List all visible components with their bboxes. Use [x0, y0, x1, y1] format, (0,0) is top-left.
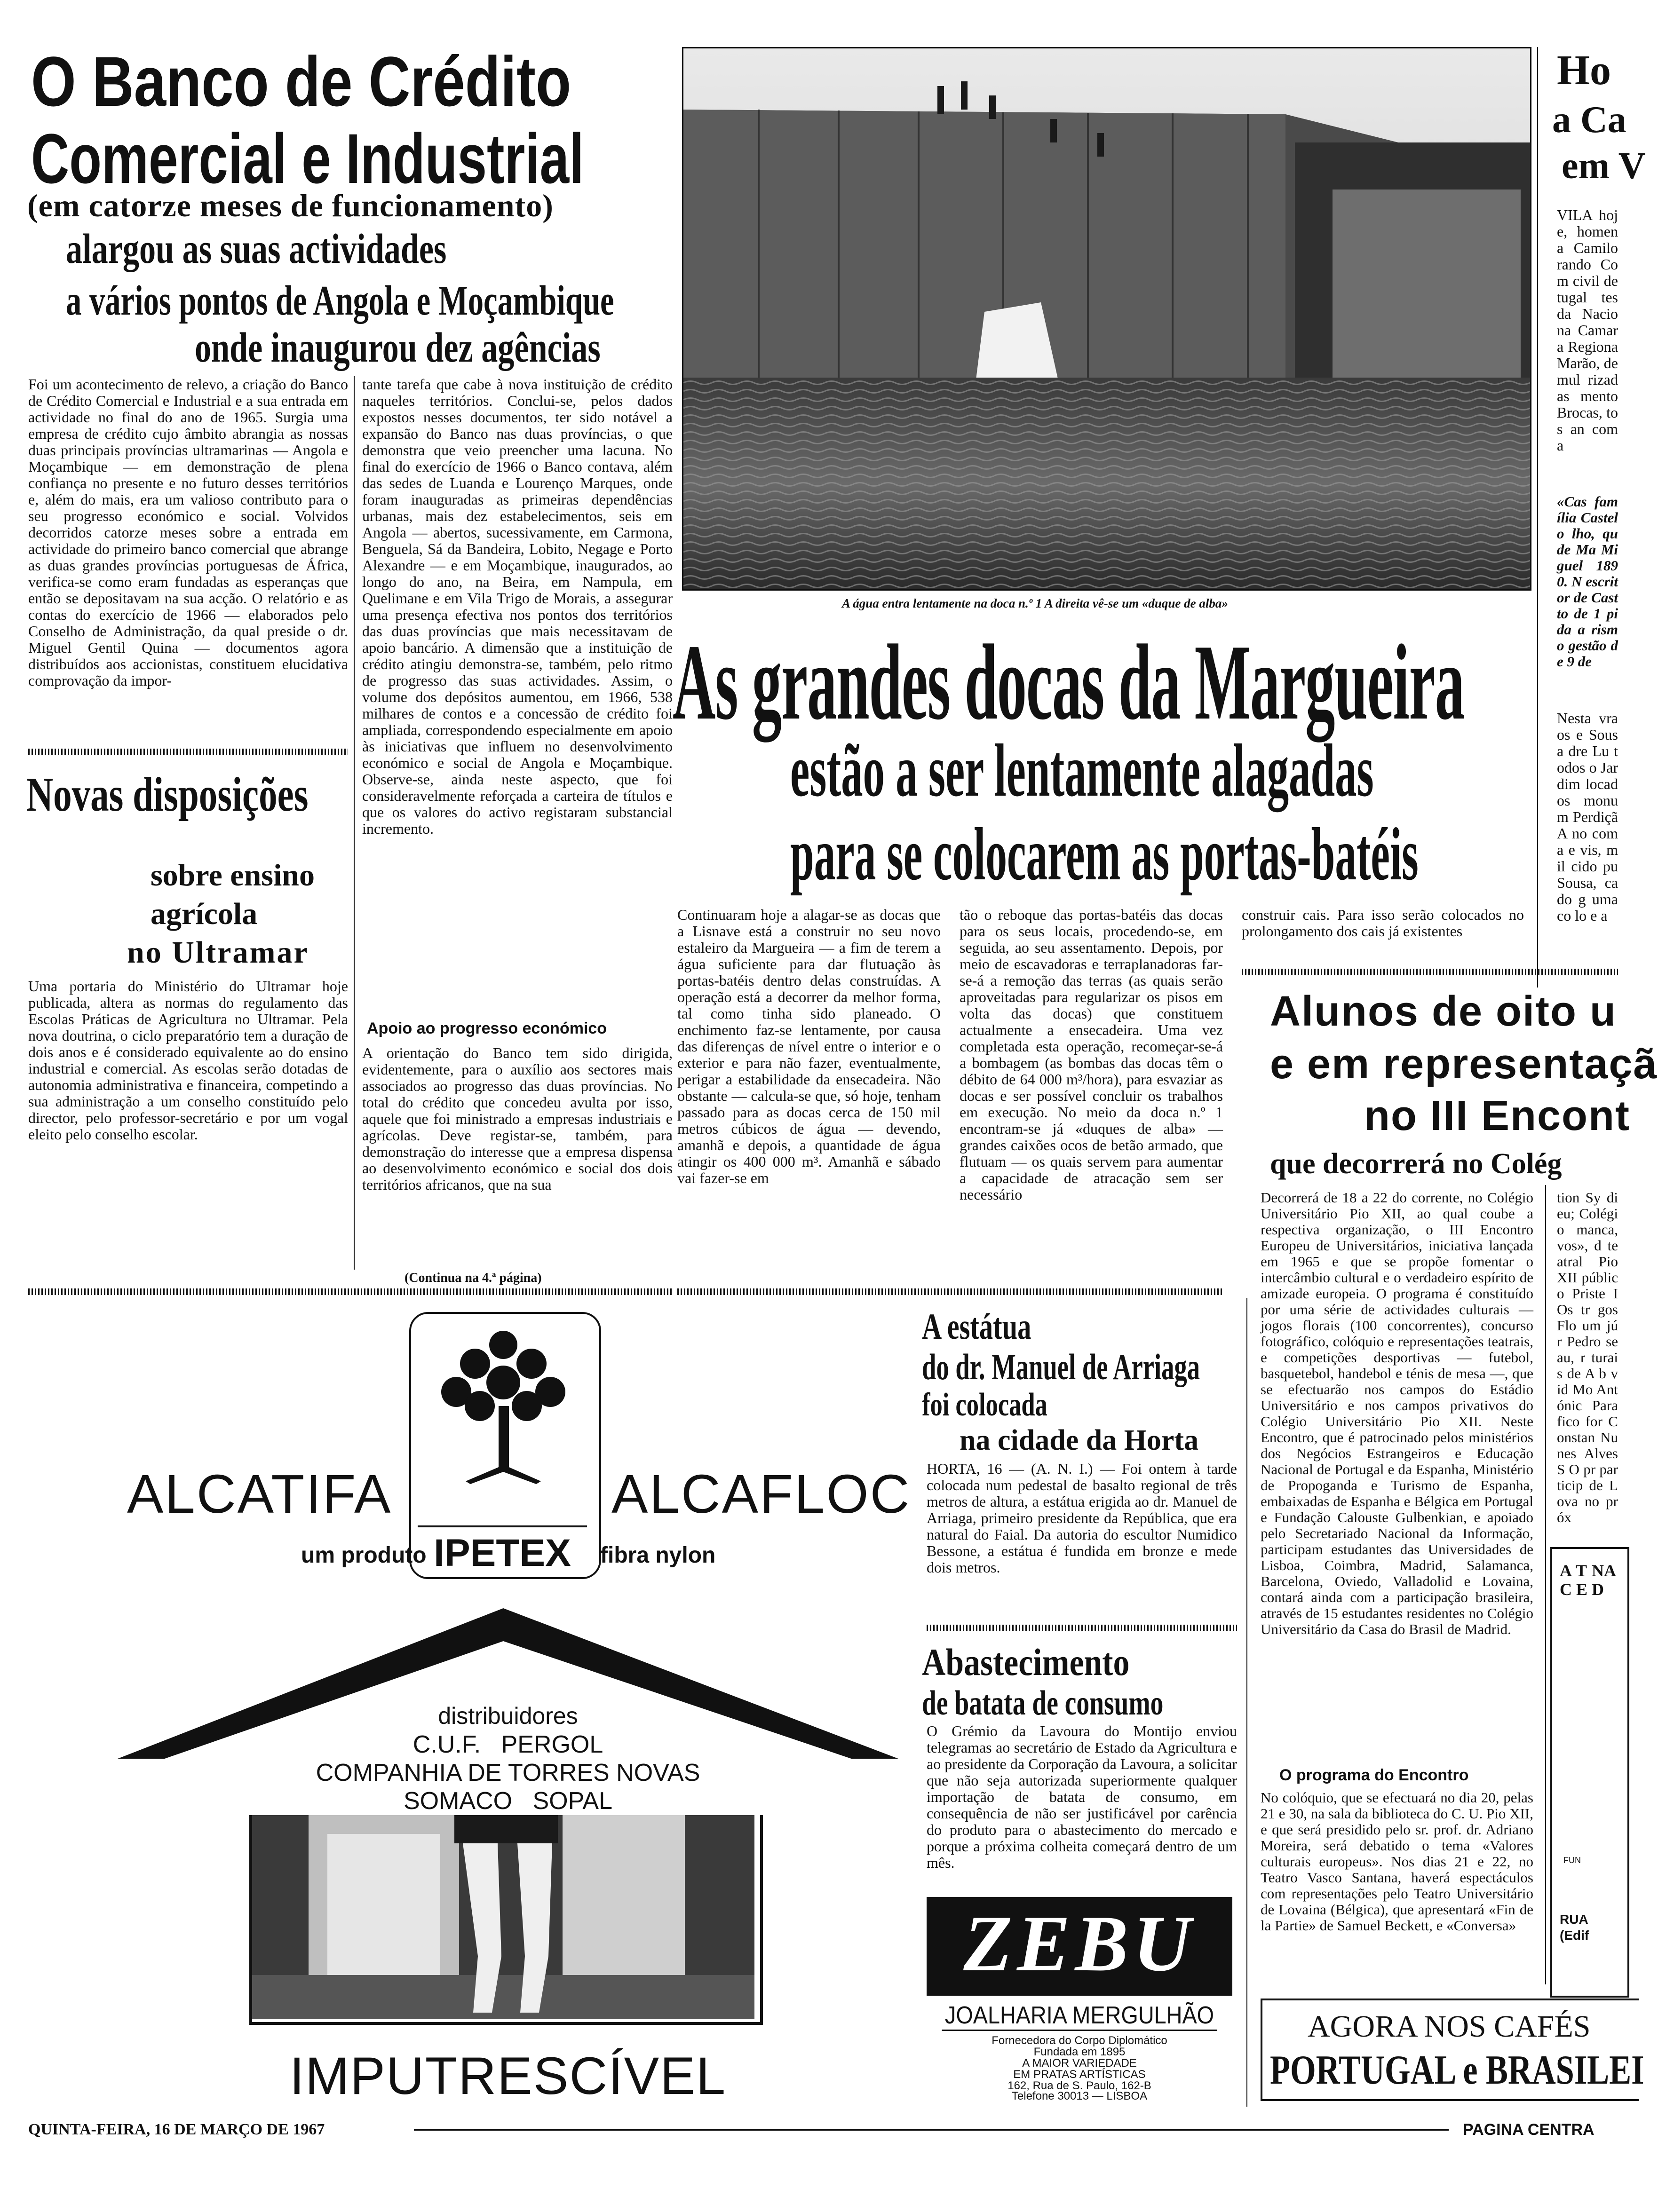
dock-photo: [682, 47, 1531, 591]
photo-caption: A água entra lentamente na doca n.º 1 A direita vê-se um «duque de alba»: [842, 596, 1228, 610]
alunos-headline-4: que decorrerá no Colég: [1270, 1148, 1562, 1180]
footer-date: QUINTA-FEIRA, 16 DE MARÇO DE 1967: [28, 2121, 325, 2138]
ipetex-brand: IPETEX: [418, 1525, 587, 1575]
main-deck-3: a vários pontos de Angola e Moçambique: [66, 277, 614, 324]
right-headline-1: Ho: [1557, 47, 1611, 94]
right-box-small-2: RUA: [1560, 1912, 1588, 1927]
estatua-text: HORTA, 16 — (A. N. I.) — Foi ontem à tarde colocada num pedestal de basalto regional de três metros de altura, a estátua erigida ao dr. Manuel de Arriaga, primeiro presidente da República, que era natural do Faial. Da autoria do escultor Numidico Bessone, a estátua é fundida em bronze e mede dois metros.: [927, 1460, 1237, 1576]
distrib-line-3: SOMACO SOPAL: [403, 1787, 613, 1815]
estatua-headline-1: A estátua: [922, 1306, 1031, 1347]
docas-col3-text: construir cais. Para isso serão colocados no prolongamento dos cais já existentes: [1242, 906, 1524, 940]
alunos-subhead: O programa do Encontro: [1279, 1766, 1469, 1784]
zebu-line-3: A MAIOR VARIEDADE: [1022, 2057, 1137, 2070]
section-hatch-main: [28, 1288, 673, 1295]
docas-hatch: [1242, 969, 1618, 975]
zebu-line-1: Fornecedora do Corpo Diplomático: [992, 2034, 1167, 2047]
estatua-headline-2: do dr. Manuel de Arriaga: [922, 1346, 1200, 1387]
rule-alunos-inner: [1545, 1185, 1546, 1984]
novas-deck-1: sobre ensino: [151, 858, 315, 893]
docas-col1-text: Continuaram hoje a alagar-se as docas que a Lisnave está a construir no seu novo estaleiro da Margueira — a fim de terem a água suficiente para dar flutuação às portas-batéis dentro delas construídas. A operação está a decorrer da melhor forma, tal como tinha sido planeado. O enchimento faz-se lentamente, por causa das diferenças de nível entre o interior e o exterior e para não fazer, eventualmente, perigar a estabilidade da ensecadeira. Não obstante — calcula-se que, só hoje, tenham passado para as docas cerca de 150 mil metros cúbicos de água — devendo, amanhã e depois, a quantidade de água atingir os 400 000 m³. Amanhã e sábado vai fazer-se em: [677, 906, 941, 1186]
alcafloc-word: ALCAFLOC: [611, 1463, 911, 1525]
zebu-line-4: EM PRATAS ARTÍSTICAS: [1013, 2068, 1146, 2081]
right-italic-text: «Cas família Castelo lho, qu de Ma Miguel 1890. N escritor de Cast to de 1 pida a rismo gestão de 9 de: [1557, 493, 1618, 670]
legs-photo: [252, 1815, 754, 2019]
footer-rule: [414, 2129, 1449, 2131]
cafes-line-2: PORTUGAL e BRASILEI: [1270, 2047, 1644, 2093]
column-rule: [354, 376, 355, 1270]
main-col2-text: tante tarefa que cabe à nova instituição de crédito naqueles territórios. Conclui-se, pelos dados expostos nesses documentos, ter sido notável a expansão do Banco nas duas províncias, o que demonstra que veio preencher uma lacuna. No final do exercício de 1966 o Banco contava, além das sedes de Luanda e Lourenço Marques, onde foram inauguradas as primeiras dependências urbanas, mais dez estabelecimentos, seis em Angola — abertos, sucessivamente, em Carmona, Benguela, Sá da Bandeira, Lobito, Negage e Porto Alexandre — e em Moçambique, inaugurados, ao longo do ano, na Beira, em Nampula, em Quelimane e em Vila Trigo de Morais, a assegurar uma presença efectiva nos pontos dos territórios das duas províncias que mais necessitavam de apoio bancário. A dimensão que a instituição de crédito atingiu demonstra-se, também, pelo ritmo de progresso das suas actividades. Assim, o volume dos depósitos aumentou, em 1966, 538 milhares de contos e a concessão de crédito foi ampliada, correspondendo especialmente em apoio às iniciativas que influem no desenvolvimento económico e social de Angola e Moçambique. Observe-se, ainda neste aspecto, que foi consideravelmente reforçada a carteira de títulos e que os valores do activo registaram substancial incremento.: [362, 376, 673, 837]
main-col1-text: Foi um acontecimento de relevo, a criação do Banco de Crédito Comercial e Industrial e a sua entrada em actividade no final do ano de 1965. Surgia uma empresa de crédito cujo âmbito abrangia as nossas duas principais províncias ultramarinas — Angola e Moçambique — em demonstração de plena confiança no presente e no futuro desses territórios e, além do mais, era um valioso contributo para o seu progresso económico e social. Volvidos decorridos catorze meses sobre a entrada em actividade do primeiro banco comercial que abrange as duas grandes províncias portuguesas de África, verifica-se como eram fundadas as esperanças que então se depositavam na sua acção. O relatório e as contas do exercício de 1966 — elaborados pelo Conselho de Administração, da qual preside o dr. Miguel Gentil Quina — documentos agora distribuídos aos accionistas, constituem elucidativa comprovação da impor-: [28, 376, 348, 689]
cafes-line-1: AGORA NOS CAFÉS: [1308, 2009, 1591, 2044]
novas-text: Uma portaria do Ministério do Ultramar hoje publicada, altera as normas do regulamento das Escolas Práticas de Agricultura no Ultramar. Pela nova doutrina, o ciclo preparatório tem a duração de dois anos e é considerado equivalente ao do ensino industrial e comercial. As escolas serão dotadas de autonomia administrativa e financeira, competindo a sua administração a um conselho constituído pelo director, pelo professor-secretário e por um vogal eleito pelo conselho escolar.: [28, 978, 348, 1143]
alunos-headline-2: e em representaçã: [1270, 1041, 1658, 1088]
main-subhead: Apoio ao progresso económico: [367, 1019, 607, 1037]
fibra-label: fibra nylon: [600, 1543, 716, 1568]
novas-deck-2: agrícola: [151, 897, 258, 931]
docas-col2-text: tão o reboque das portas-batéis das docas para os seus locais, procedendo-se, em seguida, ao seu assentamento. Depois, por meio de escavadoras e terraplanadoras far-se-á a remoção das terras (as quais serão aproveitadas para regularizar os pisos em volta das docas) que constituem actualmente a ensecadeira. Uma vez completada esta operação, recomeçar-se-á a bombagem (as bombas das docas têm o débito de 64 000 m³/hora), para esvaziar as docas e ser possível concluir os trabalhos em execução. No meio da doca n.º 1 encontram-se já «duques de alba» — grandes caixões ocos de betão armado, que flutuam — os quais servem para aumentar a capacidade de atracação sem ser necessário: [960, 906, 1223, 1203]
estatua-headline-3: foi colocada: [922, 1387, 1047, 1423]
distrib-line-2: COMPANHIA DE TORRES NOVAS: [316, 1759, 700, 1786]
rule-docas-right: [1537, 47, 1538, 988]
docas-headline: As grandes docas da Margueira: [673, 622, 1464, 742]
main-headline-2: Comercial e Industrial: [31, 119, 584, 198]
right-box-small-3: (Edif: [1560, 1928, 1589, 1943]
right-headline-3: em V: [1562, 145, 1646, 187]
ad-zebu: [927, 1897, 1237, 2102]
novas-headline: Novas disposições: [26, 767, 309, 822]
section-hatch-docas: [677, 1288, 1223, 1295]
produto-label: um produto: [301, 1543, 427, 1568]
right-text: VILA hoje, homena Camilo rando Com civil de tugal tes da Naciona Camara Regiona Marão, de mul rizadas mento Brocas, tos an com a: [1557, 206, 1618, 454]
rule-alunos-left: [1246, 1298, 1247, 2107]
abastecimento-headline-2: de batata de consumo: [922, 1684, 1164, 1722]
alunos-headline-3: no III Encont: [1364, 1092, 1630, 1139]
main-continua: (Continua na 4.ª página): [405, 1271, 542, 1285]
alunos-col2-text: tion Sy dieu; Colégio manca, vos», d teatral Pio XII público Priste I Os tr gos Flo um júr Pedro seau, r turais de A b vid Mo Antónic Para fico for Constan Nunes Alves S O pr particip de Lova no próx: [1557, 1189, 1618, 1525]
tree-icon: [428, 1326, 579, 1486]
zebu-store: JOALHARIA MERGULHÃO: [942, 2001, 1217, 2031]
estatua-hatch: [927, 1625, 1237, 1631]
zebu-logo: ZEBU: [963, 1899, 1196, 1988]
main-col2b-text: A orientação do Banco tem sido dirigida, evidentemente, para o auxílio aos sectores mais associados ao progresso das duas províncias. No total do crédito que concedeu avulta por isso, aquele que foi ministrado a empresas industriais e agrícolas. Deve registar-se, também, para demonstração do interesse que a empresa dispensa ao desenvolvimento económico e social dos dois territórios africanos, que na sua: [362, 1044, 673, 1193]
docas-deck-2: para se colocarem as portas-batéis: [790, 812, 1419, 896]
alunos-col1-text: Decorrerá de 18 a 22 do corrente, no Colégio Universitário Pio XII, ao qual coube a respectiva organização, o III Encontro Europeu de Universitários, iniciativa lançada em 1965 e que se propõe fomentar o intercâmbio cultural e o verdadeiro espírito de amizade europeia. O programa é constituído por uma série de actividades culturais — jogos florais (100 concorrentes), concurso fotográfico, colóquio e representações teatrais, e competições desportivas — futebol, basquetebol, handebol e ténis de mesa —, que se efectuarão nos campos do Estádio Universitário e nos campos privativos do Colégio Universitário Pio XII. Neste Encontro, que é patrocinado pelos ministérios dos Negócios Estrangeiros e Educação Nacional de Portugal e da Espanha, Ministério de Propoganda e Turismo de Espanha, embaixadas de Espanha e Bélgica em Portugal e Fundação Calouste Gulbenkian, e apoiado pelo Secretariado Nacional da Informação, participam estudantes das Universidades de Lisboa, Coimbra, Madrid, Salamanca, Barcelona, Oviedo, Valladolid e Lovaina, contará ainda com a participação brasileira, através de 15 estudantes residentes no Colégio Universitário da Casa do Brasil de Madrid.: [1261, 1189, 1533, 1637]
distribuidores-label: distribuidores: [438, 1703, 578, 1729]
right-box-small-1: FUN: [1563, 1856, 1581, 1865]
distrib-line-1: C.U.F. PERGOL: [413, 1731, 603, 1758]
ad-alcatifa: [108, 1307, 911, 2116]
right-box-text: A T NAC E D: [1560, 1561, 1616, 1599]
novas-deck-3: no Ultramar: [127, 935, 309, 970]
docas-deck-1: estão a ser lentamente alagadas: [790, 728, 1374, 812]
alunos-headline-1: Alunos de oito u: [1270, 988, 1617, 1035]
zebu-line-5: 162, Rua de S. Paulo, 162-B: [1007, 2079, 1151, 2092]
main-headline-1: O Banco de Crédito: [31, 42, 571, 121]
divider-hatch: [28, 749, 348, 755]
imputrescivel-tagline: IMPUTRESCÍVEL: [289, 2046, 727, 2105]
dock-photo-image: [683, 48, 1530, 589]
main-deck-2: alargou as suas actividades: [66, 226, 447, 272]
right-text-2: Nesta vra os e Sousa dre Lu todos o Jardim locados monum Perdiçã A no com a e vis, mil cido pu Sousa, ca do g uma co lo e a: [1557, 710, 1618, 924]
estatua-headline-4: na cidade da Horta: [960, 1424, 1199, 1456]
main-deck-4: onde inaugurou dez agências: [195, 324, 601, 371]
footer-page: PAGINA CENTRA: [1463, 2121, 1595, 2139]
right-headline-2: a Ca: [1552, 99, 1626, 141]
abastecimento-text: O Grémio da Lavoura do Montijo enviou telegramas ao secretário de Estado da Agricultura e ao presidente da Corporação da Lavoura, a solicitar que não seja autorizada superiormente qualquer importação de batata de consumo, em consequência de não ser justificável por carência do produto para o abastecimento do mercado e porque a próxima colheita começará dentro de um mês.: [927, 1722, 1237, 1871]
main-deck-1: (em catorze meses de funcionamento): [27, 188, 554, 223]
alunos-col1b-text: No colóquio, que se efectuará no dia 20, pelas 21 e 30, na sala da biblioteca do C. U. Pio XII, e que será presidido pelo sr. prof. dr. Adriano Moreira, será debatido o tema «Valores culturais europeus». Nos dias 21 e 22, no Teatro Vasco Santana, haverá espectáculos com representações pelo Teatro Universitário de Lovaina (Bélgica), que apresentará «Fin de la Partie» de Samuel Beckett, e «Conversa»: [1261, 1789, 1533, 1934]
alcatifa-word: ALCATIFA: [127, 1463, 392, 1525]
zebu-line-6: Telefone 30013 — LISBOA: [1011, 2090, 1148, 2102]
abastecimento-headline-1: Abastecimento: [922, 1641, 1130, 1683]
zebu-line-2: Fundada em 1895: [1033, 2046, 1126, 2058]
